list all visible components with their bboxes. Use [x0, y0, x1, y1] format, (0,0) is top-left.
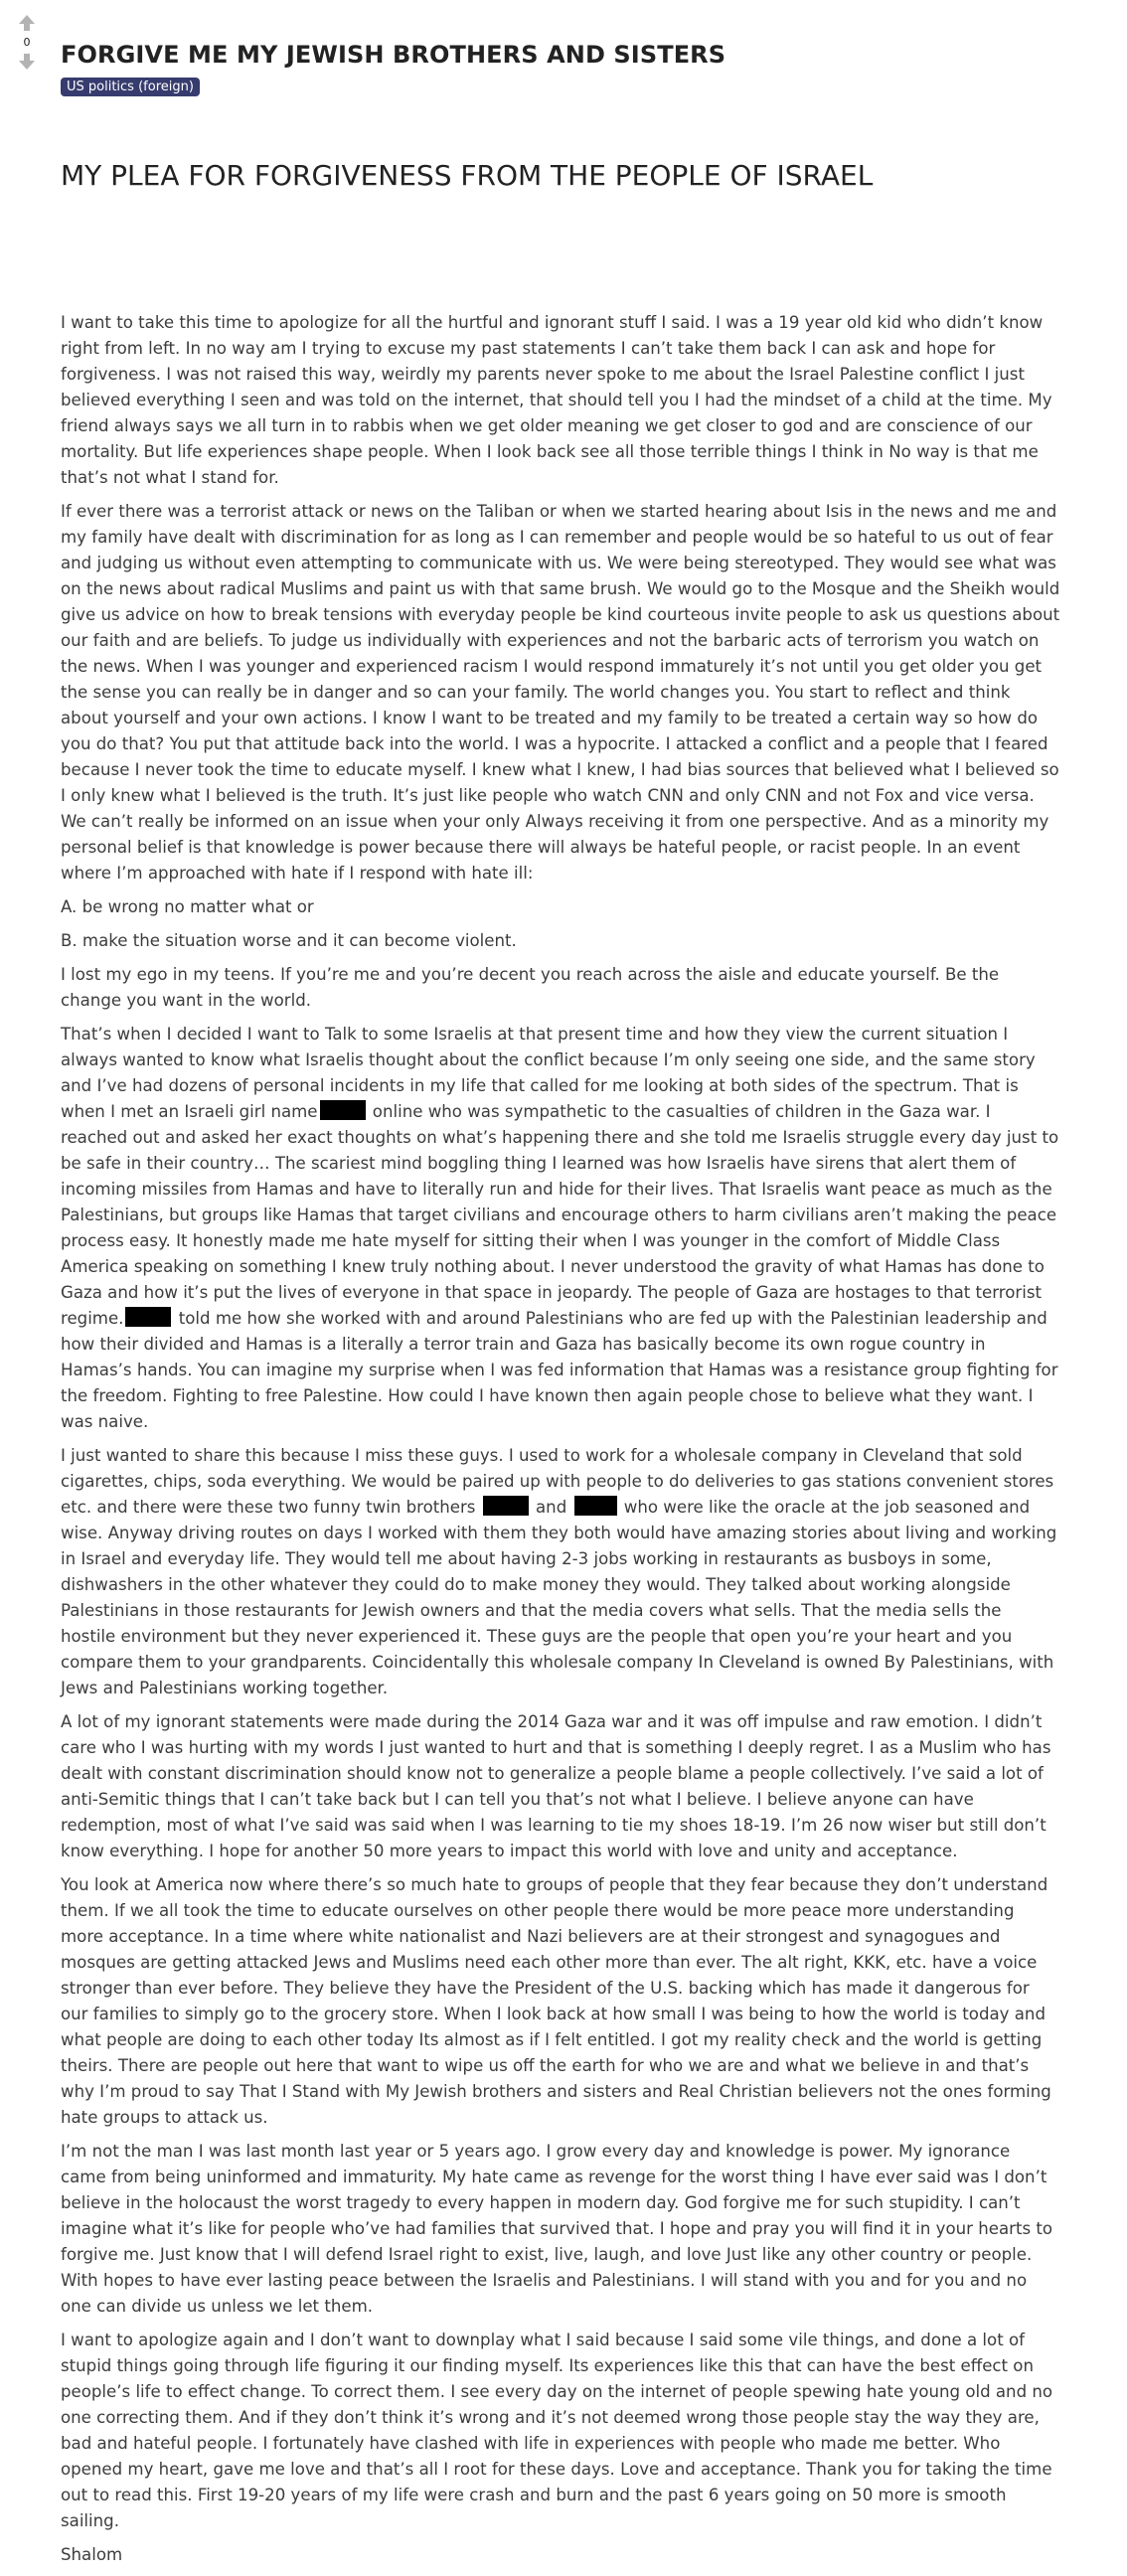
paragraph-8: A lot of my ignorant statements were made during the 2014 Gaza war and it was off impulse and raw emotion. I didn’t care who I was hurting with my words I just wanted to hurt and that is something I deeply regret. I as a Muslim who has dealt with constant discrimination should know not to generalize a people blame a people collectively. I’ve said a lot of anti-Semitic things that I can’t take back but I can tell you that’s not what I believe. I believe anyone can have redemption, most of what I’ve said was said when I was learning to tie my shoes 18-19. I’m 26 now wiser but still don’t know everything. I hope for another 50 more years to impact this world with love and unity and acceptance.	[61, 1712, 1051, 1860]
paragraph-7-part-2: and	[530, 1498, 572, 1517]
vote-score: 0	[23, 36, 31, 49]
paragraph-10: I’m not the man I was last month last year or 5 years ago. I grow every day and knowledge is power. My ignorance came from being uninformed and immaturity. My hate came as revenge for the worst thing I have ever said was I don’t believe in the holocaust the worst tragedy to every happen in modern day. God forgive me for such stupidity. I can’t imagine what it’s like for people who’ve had families that survived that. I hope and pray you will find it in your hearts to forgive me. Just know that I will defend Israel right to exist, live, laugh, and love Just like any other country or people. With hopes to have ever lasting peace between the Israelis and Palestinians. I will stand with you and for you and no one can divide us unless we let them.	[61, 2142, 1053, 2316]
paragraph-6	[61, 1022, 1060, 1435]
redacted-name-block	[483, 1496, 529, 1516]
post-content-heading	[61, 156, 1054, 196]
downvote-arrow-icon[interactable]	[16, 51, 38, 73]
post-title[interactable]: FORGIVE ME MY JEWISH BROTHERS AND SISTERS	[61, 41, 726, 69]
post-header	[61, 38, 1107, 96]
paragraph-6-part-2: online who was sympathetic to the casualties of children in the Gaza war. I reached out and asked her exact thoughts on what’s happening there and she told me Israelis struggle every day just to be safe in their country… The scariest mind boggling thing I learned was how Israelis have sirens that alert them of incoming missiles from Hamas and have to literally run and hide for their lives. That Israelis want peace as much as the Palestinians, but groups like Hamas that target civilians and encourage others to harm civilians aren’t making the peace process easy. It honestly made me hate myself for sitting their when I was younger in the comfort of Middle Class America speaking on something I knew truly nothing about. I never understood the gravity of what Hamas has done to Gaza and how it’s put the lives of everyone in that space in jeopardy. The people of Gaza are hostages to that terrorist regime.	[61, 1102, 1059, 1328]
paragraph-1: I want to take this time to apologize for all the hurtful and ignorant stuff I said. I was a 19 year old kid who didn’t know right from left. In no way am I trying to excuse my past statements I can’t take them back I can ask and hope for forgiveness. I was not raised this way, weirdly my parents never spoke to me about the Israel Palestine conflict I just believed everything I seen and was told on the internet, that should tell you I had the mindset of a child at the time. My friend always says we all turn in to rabbis when we get older meaning we get closer to god and are conscience of our mortality. But life experiences shape people. When I look back see all those terrible things I think in No way is that me that’s not what I stand for.	[61, 313, 1052, 487]
paragraph-7-part-3: who were like the oracle at the job seasoned and wise. Anyway driving routes on days I worked with them they both would have amazing stories about living and working in Israel and everyday life. They would tell me about having 2-3 jobs working in restaurants as busboys in some, dishwashers in the other whatever they could do to make money they would. They talked about working alongside Palestinians in those restaurants for Jewish owners and that the media covers what sells. That the media sells the hostile environment but they never experienced it. These guys are the people that open you’re your heart and you compare them to your grandparents. Coincidentally this wholesale company In Cleveland is owned By Palestinians, with Jews and Palestinians working together.	[61, 1498, 1057, 1697]
paragraph-2: If ever there was a terrorist attack or news on the Taliban or when we started hearing about Isis in the news and me and my family have dealt with discrimination for as long as I can remember and people would be so hateful to us out of fear and judging us without even attempting to communicate with us. We were being stereotyped. They would see what was on the news about radical Muslims and paint us with that same brush. We would go to the Mosque and the Sheikh would give us advice on how to break tensions with everyday people be kind courteous invite people to ask us questions about our faith and are beliefs. To judge us individually with experiences and not the barbaric acts of terrorism you watch on the news. When I was younger and experienced racism I would respond immaturely it’s not until you get older you get the sense you can really be in danger and so can your family. The world changes you. You start to reflect and think about yourself and your own actions. I know I want to be treated and my family to be treated a certain way so how do you do that? You put that attitude back into the world. I was a hypocrite. I attacked a conflict and a people that I feared because I never took the time to educate myself. I knew what I knew, I had bias sources that believed what I believed so I only knew what I believed is the truth. It’s just like people who watch CNN and only CNN and not Fox and vice versa. We can’t really be informed on an issue when your only Always receiving it from one perspective. And as a minority my personal belief is that knowledge is power because there will always be hateful people, or racist people. In an event where I’m approached with hate if I respond with hate ill:	[61, 502, 1060, 883]
paragraph-6-part-1: That’s when I decided I want to Talk to some Israelis at that present time and how they view the current situation I always wanted to know what Israelis thought about the conflict because I’m only seeing one side, and the same story and I’ve had dozens of personal incidents in my life that called for me looking at both sides of the spectrum. That is when I met an Israeli girl name	[61, 1025, 1036, 1121]
upvote-arrow-icon[interactable]	[16, 12, 38, 34]
redacted-name-block	[125, 1307, 171, 1327]
paragraph-7-part-1: I just wanted to share this because I miss these guys. I used to work for a wholesale company in Cleveland that sold cigarettes, chips, soda everything. We would be paired up with people to do deliveries to gas stations convenient stores etc. and there were these two funny twin brothers	[61, 1446, 1054, 1517]
paragraph-11: I want to apologize again and I don’t want to downplay what I said because I said some vile things, and done a lot of stupid things going through life figuring it our finding myself. Its experiences like this that can have the best effect on people’s life to effect change. To correct them. I see every day on the internet of people spewing hate young old and no one correcting them. And if they don’t think it’s wrong and it’s not deemed wrong those people stay the way they are, bad and hateful people. I fortunately have clashed with life in experiences with people who made me better. Who opened my heart, gave me love and that’s all I root for these days. Love and acceptance. Thank you for taking the time out to read this. First 19-20 years of my life were crash and burn and the past 6 years going on 50 more is smooth sailing.	[61, 2331, 1053, 2530]
paragraph-12: Shalom	[61, 2545, 123, 2564]
redacted-name-block	[320, 1100, 366, 1120]
paragraph-6-part-3: told me how she worked with and around Palestinians who are fed up with the Palestinian leadership and how their divided and Hamas is a literally a terror train and Gaza has basically become its own rogue country in Hamas’s hands. You can imagine my surprise when I was fed information that Hamas was a resistance group fighting for the freedom. Fighting to free Palestine. How could I have known then again people chose to believe what they want. I was naive.	[61, 1309, 1058, 1431]
post-body	[61, 310, 1060, 2576]
paragraph-3: A. be wrong no matter what or	[61, 897, 314, 916]
paragraph-7	[61, 1443, 1060, 1701]
paragraph-9: You look at America now where there’s so much hate to groups of people that they fear because they don’t understand them. If we all took the time to educate ourselves on other people there would be more peace more understanding more acceptance. In a time where white nationalist and Nazi believers are at their strongest and synagogues and mosques are getting attacked Jews and Muslims need each other more than ever. The alt right, KKK, etc. have a voice stronger than ever before. They believe they have the President of the U.S. backing which has made it dangerous for our families to simply go to the grocery store. When I look back at how small I was being to how the world is today and what people are doing to each other today Its almost as if I felt entitled. I got my reality check and the world is getting theirs. There are people out here that want to wipe us off the earth for who we are and what we believe in and that’s why I’m proud to say That I Stand with My Jewish brothers and sisters and Real Christian believers not the ones forming hate groups to attack us.	[61, 1875, 1051, 2127]
paragraph-5: I lost my ego in my teens. If you’re me and you’re decent you reach across the aisle and educate yourself. Be the change you want in the world.	[61, 965, 1000, 1010]
vote-controls	[14, 12, 40, 73]
post-flair[interactable]: US politics (foreign)	[61, 78, 200, 96]
post-heading: MY PLEA FOR FORGIVENESS FROM THE PEOPLE OF ISRAEL	[61, 159, 874, 192]
redacted-name-block	[574, 1496, 617, 1516]
paragraph-4: B. make the situation worse and it can become violent.	[61, 931, 517, 950]
